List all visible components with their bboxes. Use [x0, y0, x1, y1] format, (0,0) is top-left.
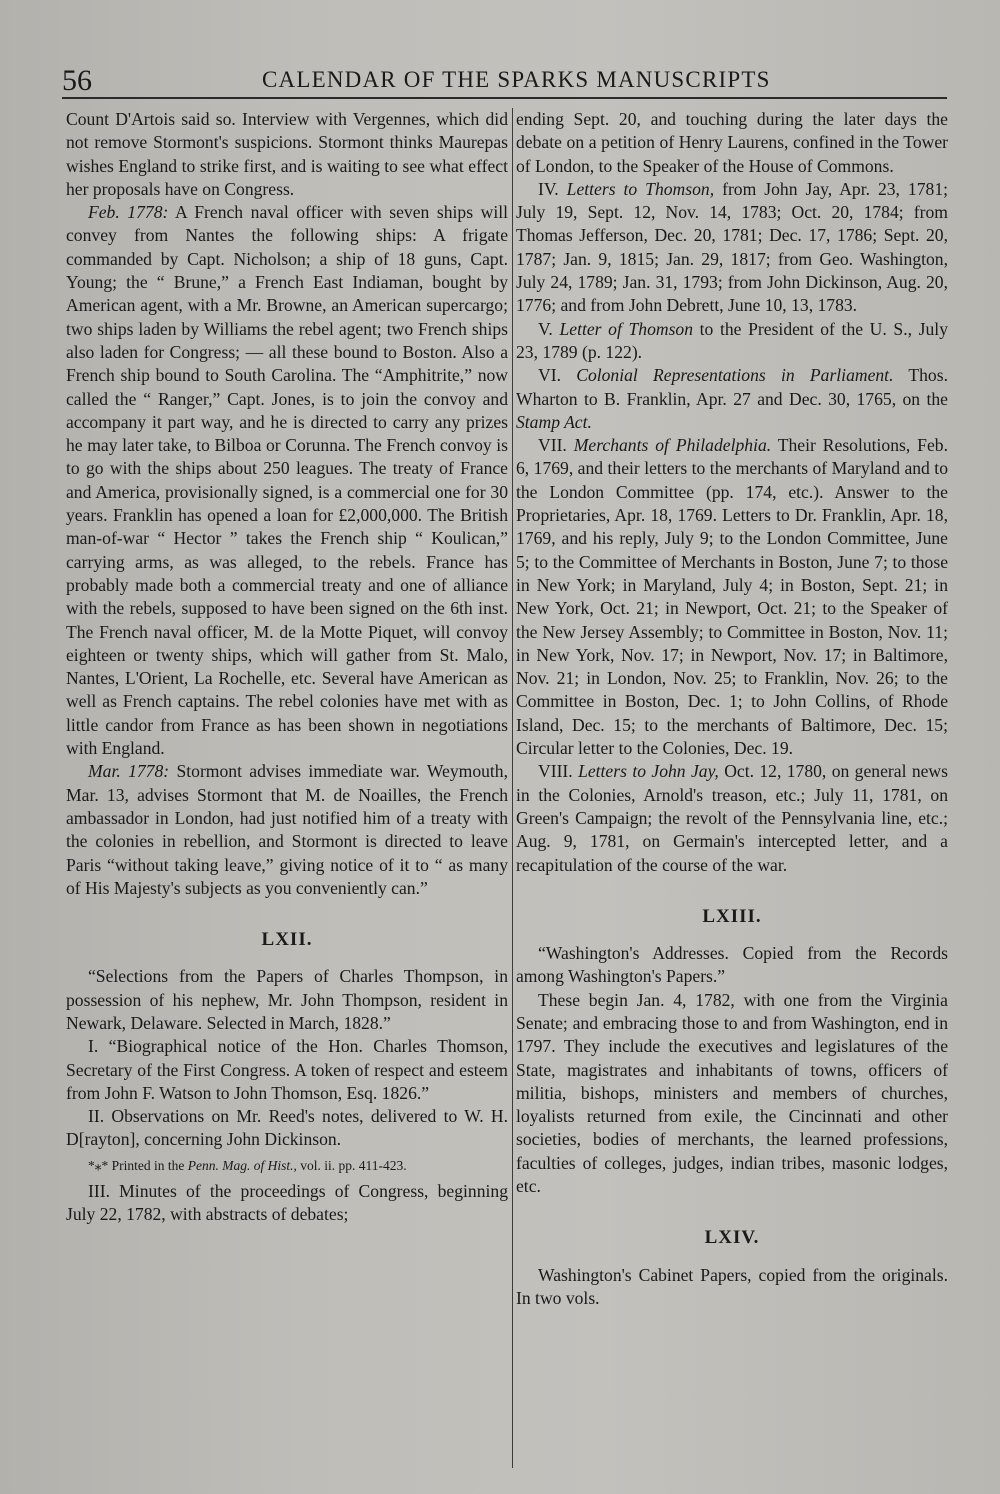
paragraph: [516, 364, 948, 434]
paragraph-text: Thos. Wharton to B. Franklin, Apr. 27 and Dec. 30, 1765, on the: [516, 365, 948, 409]
column-divider: [512, 108, 513, 1468]
paragraph: II. Observations on Mr. Reed's notes, delivered to W. H. D[rayton], concerning John Dickinson.: [66, 1106, 508, 1150]
paragraph: [516, 178, 948, 318]
paragraph: ending Sept. 20, and touching during the later days the debate on a petition of Henry Laurens, confined in the Tower of London, to the Speaker of the House of Commons.: [516, 109, 948, 176]
paragraph-text: Stormont advises immediate war. Weymouth, Mar. 13, advises Stormont that M. de Noailles, the French ambassador in London, had just notified him of a treaty with the colonies in rebellion, and Stormont is directed to leave Paris “without taking leave,” giving notice of it to “ as many of His Majesty's subjects as you conveniently can.”: [66, 761, 509, 898]
item-number: IV.: [538, 178, 567, 199]
item-title: Colonial Representations in Parliament.: [576, 365, 894, 386]
paragraph-text: from John Jay, Apr. 23, 1781; July 19, Sept. 12, Nov. 14, 1783; Oct. 20, 1784; from Thomas Jefferson, Dec. 20, 1781; Dec. 17, 1786; Sept. 20, 1787; Jan. 9, 1815; Jan. 29, 1817; from Geo. Washington, July 24, 1789; Jan. 31, 1793; from John Dickinson, Aug. 20, 1776; and from John Debrett, June 10, 13, 1783.: [516, 178, 948, 316]
item-number: VIII.: [538, 761, 579, 782]
item-title: Letters to Thomson,: [566, 178, 715, 199]
paragraph-text: Their Resolutions, Feb. 6, 1769, and their letters to the merchants of Maryland and to the London Committee (pp. 174, etc.). Answer to the Proprietaries, Apr. 18, 1769. Letters to Dr. Franklin, Apr. 18, 1769, and his reply, July 9; to the London Committee, June 5; to the Committee of Merchants in Boston, June 7; to those in New York; in Maryland, July 4; in Boston, Sept. 21; in New York, Oct. 21; in Newport, Oct. 21; to the Speaker of the New Jersey Assembly; to Committee in Boston, Nov. 11; in New York, Nov. 17; in Newport, Nov. 17; in Baltimore, Nov. 21; in London, Nov. 25; to Franklin, Nov. 26; to the Committee in Boston, Dec. 1; to John Collins, of Rhode Island, Dec. 15; to the merchants of Baltimore, Dec. 15; Circular letter to the Colonies, Dec. 19.: [516, 435, 948, 759]
item-title: Stamp Act.: [516, 411, 592, 432]
paragraph: [516, 434, 948, 760]
paragraph: Washington's Cabinet Papers, copied from the originals. In two vols.: [516, 1264, 948, 1308]
item-title: Letters to John Jay,: [578, 761, 719, 782]
section-heading: LXIII.: [702, 905, 762, 927]
left-column: [66, 108, 508, 1226]
date-label: Feb. 1778:: [88, 202, 169, 223]
paragraph: “Selections from the Papers of Charles Thompson, in possession of his nephew, Mr. John Thompson, resident in Newark, Delaware. Selected in March, 1828.”: [66, 966, 508, 1033]
paragraph: Count D'Artois said so. Interview with Vergennes, which did not remove Stormont's suspicions. Stormont thinks Maurepas wishes England to strike first, and is waiting to see what effect her proposals have on Congress.: [66, 109, 508, 199]
section-heading: LXIV.: [704, 1227, 760, 1249]
footnote: [66, 1156, 508, 1176]
paragraph: [66, 201, 508, 760]
footnote-prefix: *⁎* Printed in the: [88, 1157, 188, 1173]
paragraph: I. “Biographical notice of the Hon. Charles Thomson, Secretary of the First Congress. A token of respect and esteem from John F. Watson to John Thomson, Esq. 1826.”: [66, 1036, 508, 1103]
item-number: V.: [538, 318, 560, 339]
footnote-journal: Penn. Mag. of Hist.: [187, 1157, 294, 1173]
footnote-suffix: , vol. ii. pp. 411-423.: [293, 1157, 407, 1173]
page-header: [62, 60, 942, 100]
item-title: Merchants of Philadelphia.: [573, 435, 772, 456]
date-label: Mar. 1778:: [88, 761, 170, 782]
paragraph: [66, 760, 508, 900]
paragraph-text: to the President of the U. S., July 23, 1789 (p. 122).: [516, 318, 948, 362]
paragraph-text: A French naval officer with seven ships will convey from Nantes the following ships: A frigate commanded by Capt. Nicholson; a ship of 18 guns, Capt. Young; the “ Brune,” a French East Indiaman, bought by American agent, with a Mr. Browne, an American supercargo; two ships laden by Williams the rebel agent; two French ships also laden for Congress; — all these bound to Boston. Also a French ship bound to South Carolina. The “Amphitrite,” now called the “ Ranger,” Capt. Jones, is to join the convoy and accompany it part way, and he is directed to carry any prizes he may later take, to Bilboa or Corunna. The French convoy is to go with the ships about 250 leagues. The treaty of France and America, provisionally signed, is a commercial one for 30 years. Franklin has opened a loan for £2,000,000. The British man-of-war “ Hector ” takes the French ship “ Koulican,” carrying arms, as was alleged, to the rebels. France has probably made both a commercial treaty and one of alliance with the rebels, supposed to have been signed on the 6th inst. The French naval officer, M. de la Motte Piquet, will convoy eighteen or twenty ships, which will gather from St. Malo, Nantes, L'Orient, La Rochelle, etc. Several have American as well as French captains. The rebel colonies have met with as little candor from France as has been shown in negotiations with England.: [66, 202, 508, 759]
item-title: Letter of Thomson: [559, 318, 694, 339]
running-title: CALENDAR OF THE SPARKS MANUSCRIPTS: [262, 67, 771, 92]
header-rule: [62, 97, 947, 99]
paragraph: These begin Jan. 4, 1782, with one from the Virginia Senate; and embracing those to and from Washington, end in 1797. They include the executives and legislatures of the State, magistrates and inhabitants of towns, officers of militia, bishops, ministers and members of churches, loyalists returned from exile, the Cincinnati and other societies, bodies of merchants, the learned professions, faculties of colleges, judges, indian tribes, masonic lodges, etc.: [516, 989, 948, 1197]
item-number: VI.: [538, 365, 577, 386]
page-number: 56: [62, 64, 92, 97]
item-number: VII.: [538, 435, 574, 456]
right-column: [516, 108, 948, 1310]
paragraph-text: Oct. 12, 1780, on general news in the Colonies, Arnold's treason, etc.; July 11, 1781, on Green's Campaign; the revolt of the Pennsylvania line, etc.; Aug. 9, 1781, on Germain's intercepted letter, and a recapitulation of the course of the war.: [516, 761, 948, 875]
paragraph: III. Minutes of the proceedings of Congress, beginning July 22, 1782, with abstracts of debates;: [66, 1180, 508, 1225]
paragraph: “Washington's Addresses. Copied from the Records among Washington's Papers.”: [516, 943, 948, 987]
paragraph: [516, 318, 948, 365]
paragraph: [516, 760, 948, 876]
section-heading: LXII.: [261, 929, 313, 951]
